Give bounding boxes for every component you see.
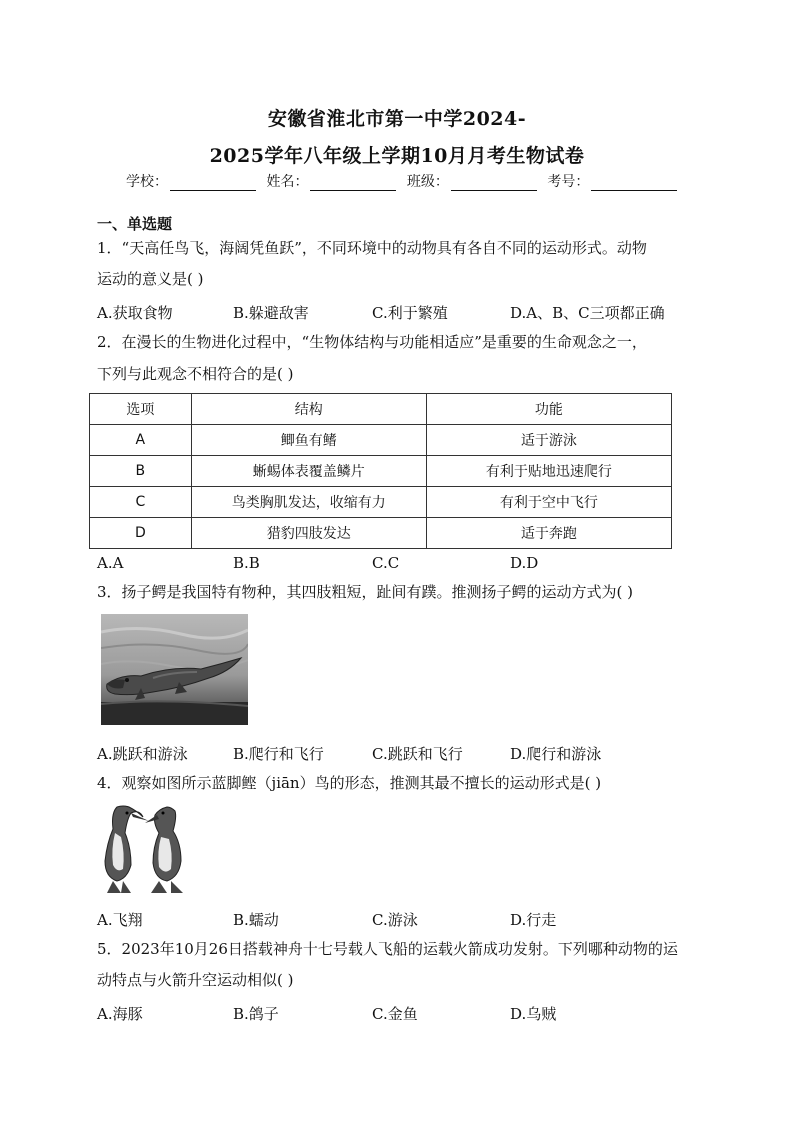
question-2-line-1: 2．在漫长的生物进化过程中，“生物体结构与功能相适应”是重要的生命观念之一， [97, 333, 647, 351]
q1-option-a[interactable]: A.获取食物 [97, 304, 173, 322]
title-line-2: 2025学年八年级上学期10月月考生物试卷 [209, 145, 585, 167]
student-info-row [126, 171, 683, 191]
question-1-line-1: 1．“天高任鸟飞，海阔凭鱼跃”，不同环境中的动物具有各自不同的运动形式。动物 [97, 239, 647, 257]
table-cell: D [90, 518, 192, 549]
question-5-line-1: 5．2023年10月26日搭载神舟十七号载人飞船的运载火箭成功发射。下列哪种动物的运 [97, 940, 678, 958]
table-row [90, 487, 672, 518]
q5-option-a[interactable]: A.海豚 [97, 1005, 143, 1023]
blue-footed-booby-photo [97, 803, 199, 896]
exam-number-blank[interactable] [591, 176, 677, 191]
exam-number-label: 考号： [547, 174, 590, 190]
q3-option-a[interactable]: A.跳跃和游泳 [97, 745, 188, 763]
q3-option-c[interactable]: C.跳跃和飞行 [372, 745, 463, 763]
table-cell: 有利于空中飞行 [426, 487, 671, 518]
table-cell: 蜥蜴体表覆盖鳞片 [191, 456, 426, 487]
q5-option-c[interactable]: C.金鱼 [372, 1005, 418, 1023]
table-header-row [90, 394, 672, 425]
table-cell: B [90, 456, 192, 487]
q4-option-a[interactable]: A.飞翔 [97, 911, 143, 929]
question-4-line-1: 4．观察如图所示蓝脚鲣（jiān）鸟的形态，推测其最不擅长的运动形式是( ) [97, 774, 602, 792]
q4-option-d[interactable]: D.行走 [510, 911, 557, 929]
title-line-1: 安徽省淮北市第一中学2024- [267, 108, 527, 130]
q1-option-c[interactable]: C.利于繁殖 [372, 304, 448, 322]
q4-option-c[interactable]: C.游泳 [372, 911, 418, 929]
q3-option-b[interactable]: B.爬行和飞行 [233, 745, 324, 763]
section-title: 一、单选题 [97, 215, 173, 233]
q5-option-d[interactable]: D.乌贼 [510, 1005, 557, 1023]
q1-option-b[interactable]: B.躲避敌害 [233, 304, 309, 322]
table-cell: 猎豹四肢发达 [191, 518, 426, 549]
table-header-function: 功能 [426, 394, 671, 425]
q2-option-b[interactable]: B.B [233, 554, 260, 572]
school-blank[interactable] [170, 176, 256, 191]
table-header-option: 选项 [90, 394, 192, 425]
q3-option-d[interactable]: D.爬行和游泳 [510, 745, 602, 763]
q2-option-c[interactable]: C.C [372, 554, 400, 572]
alligator-photo [101, 614, 248, 725]
name-label: 姓名： [266, 174, 309, 190]
q2-option-a[interactable]: A.A [97, 554, 124, 572]
table-row [90, 518, 672, 549]
table-cell: 鸟类胸肌发达，收缩有力 [191, 487, 426, 518]
table-row [90, 456, 672, 487]
question-5-line-2: 动特点与火箭升空运动相似( ) [97, 971, 294, 989]
table-cell: 适于奔跑 [426, 518, 671, 549]
table-cell: 鲫鱼有鳍 [191, 425, 426, 456]
q1-option-d[interactable]: D.A、B、C三项都正确 [510, 304, 665, 322]
table-cell: 有利于贴地迅速爬行 [426, 456, 671, 487]
q2-option-d[interactable]: D.D [510, 554, 539, 572]
table-row [90, 425, 672, 456]
question-1-line-2: 运动的意义是( ) [97, 270, 204, 288]
school-label: 学校： [126, 174, 168, 190]
table-cell: C [90, 487, 192, 518]
name-blank[interactable] [310, 176, 396, 191]
table-header-structure: 结构 [191, 394, 426, 425]
q5-option-b[interactable]: B.鸽子 [233, 1005, 279, 1023]
class-label: 班级： [406, 174, 449, 190]
table-cell: A [90, 425, 192, 456]
question-3-line-1: 3．扬子鳄是我国特有物种，其四肢粗短，趾间有蹼。推测扬子鳄的运动方式为( ) [97, 583, 634, 601]
class-blank[interactable] [451, 176, 537, 191]
q2-table [89, 393, 672, 549]
question-2-line-2: 下列与此观念不相符合的是( ) [97, 365, 294, 383]
q4-option-b[interactable]: B.蠕动 [233, 911, 279, 929]
table-cell: 适于游泳 [426, 425, 671, 456]
